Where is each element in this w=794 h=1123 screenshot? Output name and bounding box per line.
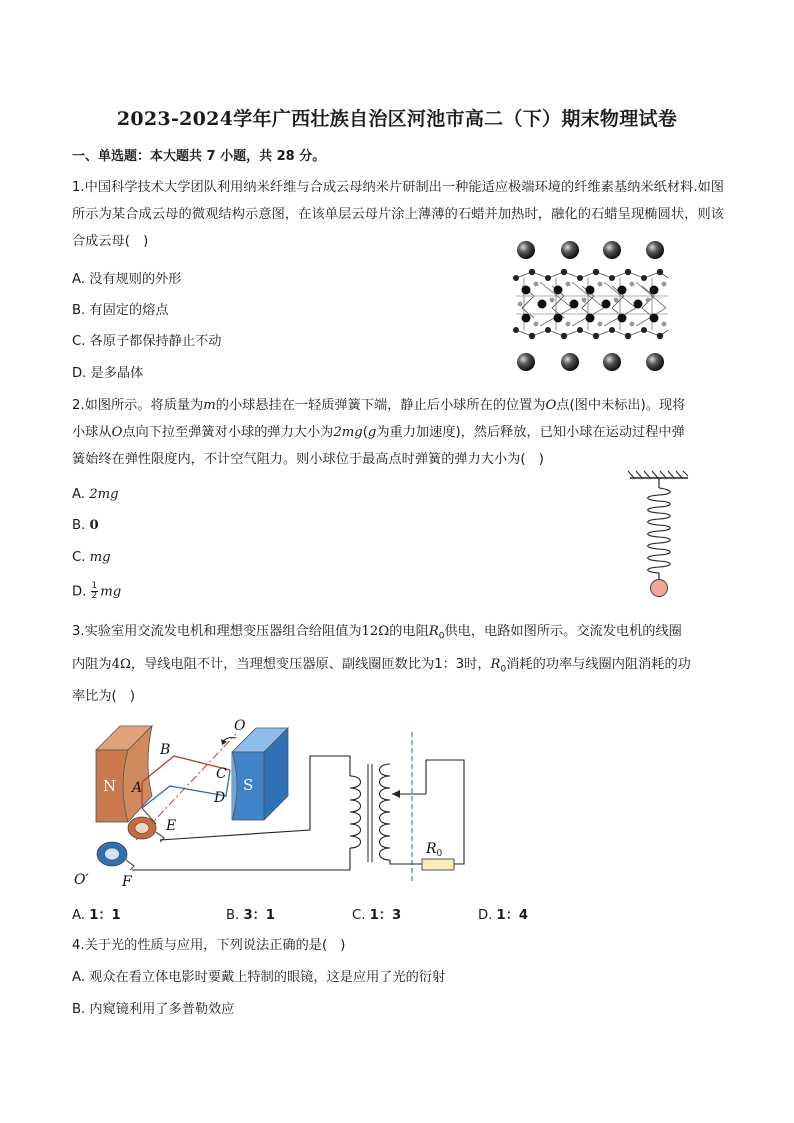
spring-coil [648,488,671,573]
option-label: C. [352,908,370,923]
option-value: 1：1 [89,908,121,923]
option-value: 1：4 [496,908,529,923]
question-3-text [72,618,724,710]
q2-point-symbol: O [111,425,123,440]
q1-stem: 1.中国科学技术大学团队利用纳米纤维与合成云母纳米片研制出一种能适应极端环境的纤维素基纳米纸材料.如图所示为某合成云母的微观结构示意图，在该单层云母片涂上薄薄的石蜡并加热时，融化的石蜡呈现椭圆状，则该合成云母( ) [72,180,724,249]
top-ion-row [517,241,664,259]
magnet-s [232,728,288,820]
q2-text: 点向下拉至弹簧对小球的弹力大小为 [122,425,334,440]
fraction-numerator: 1 [91,581,98,591]
mica-structure-figure [512,238,672,376]
q2-text: 为重力加速度)，然后释放，已知小球在运动过程中弹 [376,425,685,440]
q3-text: 3.实验室用交流发电机和理想变压器组合给阻值为 [72,624,362,639]
label-o: O [234,718,246,734]
label-c: C [216,766,227,782]
q3-option-b [226,904,275,923]
q3-resistor-subscript: 0 [500,664,507,675]
label-o-prime: O′ [74,872,89,888]
fraction-denominator: 2 [91,591,98,601]
q1-option-c: C. 各原子都保持静止不动 [72,334,222,349]
q2-text: 2.如图所示。将质量为 [72,398,204,413]
brush-e [156,832,164,842]
option-label: B. [226,908,244,923]
q2-force-expression: 2mg [333,425,363,440]
q2-line-1 [72,392,724,419]
option-label: D. [478,908,497,923]
option-label: A. [72,487,90,502]
q1-option-a: A. 没有规则的外形 [72,272,182,287]
q3-resistor-symbol: R [428,624,439,639]
fraction [91,582,99,601]
question-2-text [72,392,724,473]
option-value: mg [100,584,122,600]
q3-resistance-value: 12Ω [361,624,390,639]
slip-ring-f [97,842,127,866]
lattice-large-atoms [522,286,659,323]
ball [651,580,668,597]
bottom-ion-row [517,353,664,371]
q3-text: ，导线电阻不计，当理想变压器原、副线圈匝数比为 [130,656,435,672]
q2-text: 点(图中未标出)。现将 [556,398,686,413]
q3-option-c [352,904,401,923]
question-4-text: 4.关于光的性质与应用，下列说法正确的是( ) [72,938,346,953]
q2-line-3: 簧始终在弹性限度内，不计空气阻力。则小球位于最高点时弹簧的弹力大小为( ) [72,452,544,467]
option-label: D. [72,584,91,600]
q2-text: 小球从 [72,425,112,440]
magnet-n-label: N [103,777,117,795]
option-label: A. [72,908,90,923]
q3-option-d [478,904,528,923]
q4-option-a: A. 观众在看立体电影时要戴上特制的眼镜，这是应用了光的衍射 [72,970,446,985]
q3-line-3: 率比为( ) [72,689,136,705]
option-value: 0 [89,518,99,533]
option-label: C. [72,550,90,565]
magnet-n [96,726,152,822]
primary-coil [350,776,361,848]
q3-turns-ratio: 1：3 [434,656,465,672]
q1-option-b: B. 有固定的熔点 [72,303,169,318]
q3-text: 的电阻 [389,624,429,639]
secondary-coil [380,764,391,860]
q2-mass-symbol: m [203,398,216,413]
q2-option-a [72,487,119,502]
label-b: B [160,742,171,758]
q3-internal-resistance: 4Ω [111,656,131,672]
q2-line-2 [72,419,724,446]
q2-gravity-symbol: g [367,425,377,440]
q3-text: 消耗的功率与线圈内阻消耗的功 [506,656,691,672]
label-r0: $R_0$ [426,841,443,859]
resistor-r0 [422,859,454,870]
label-a: A [132,780,143,796]
q3-resistor-symbol: R [490,656,501,672]
magnet-s-label: S [243,776,254,794]
label-d: D [214,790,226,806]
q3-resistor-subscript: 0 [438,631,445,642]
brush-f [126,860,134,870]
page-title: 2023-2024学年广西壮族自治区河池市高二（下）期末物理试卷 [116,108,678,130]
q4-option-b: B. 内窥镜利用了多普勒效应 [72,1002,235,1017]
q3-line-2 [72,651,724,684]
label-f: F [122,874,132,890]
option-value: mg [89,550,111,565]
label-e: E [166,818,177,834]
q3-option-a [72,904,121,923]
q3-text: 时， [464,656,491,672]
q2-option-b [72,518,99,533]
q2-option-c [72,550,111,565]
q2-point-symbol: O [545,398,557,413]
q2-option-d [72,582,121,601]
option-label: B. [72,518,90,533]
option-value: 3：1 [243,908,275,923]
q3-text: 内阻为 [72,656,112,672]
generator-transformer-figure [70,712,480,892]
option-value: 1：3 [369,908,402,923]
q3-line-1 [72,618,724,651]
q3-text: 供电，电路如图所示。交流发电机的线圈 [444,624,682,639]
slip-ring-e [128,817,156,839]
q2-text: 的小球悬挂在一轻质弹簧下端，静止后小球所在的位置为 [215,398,546,413]
q2-text: ( [362,425,368,440]
ceiling-hatching [628,471,688,478]
option-value: 2mg [89,487,119,502]
q1-option-d: D. 是多晶体 [72,366,144,381]
spring-ball-figure [626,470,696,600]
section-heading: 一、单选题：本大题共 7 小题，共 28 分。 [72,149,326,164]
